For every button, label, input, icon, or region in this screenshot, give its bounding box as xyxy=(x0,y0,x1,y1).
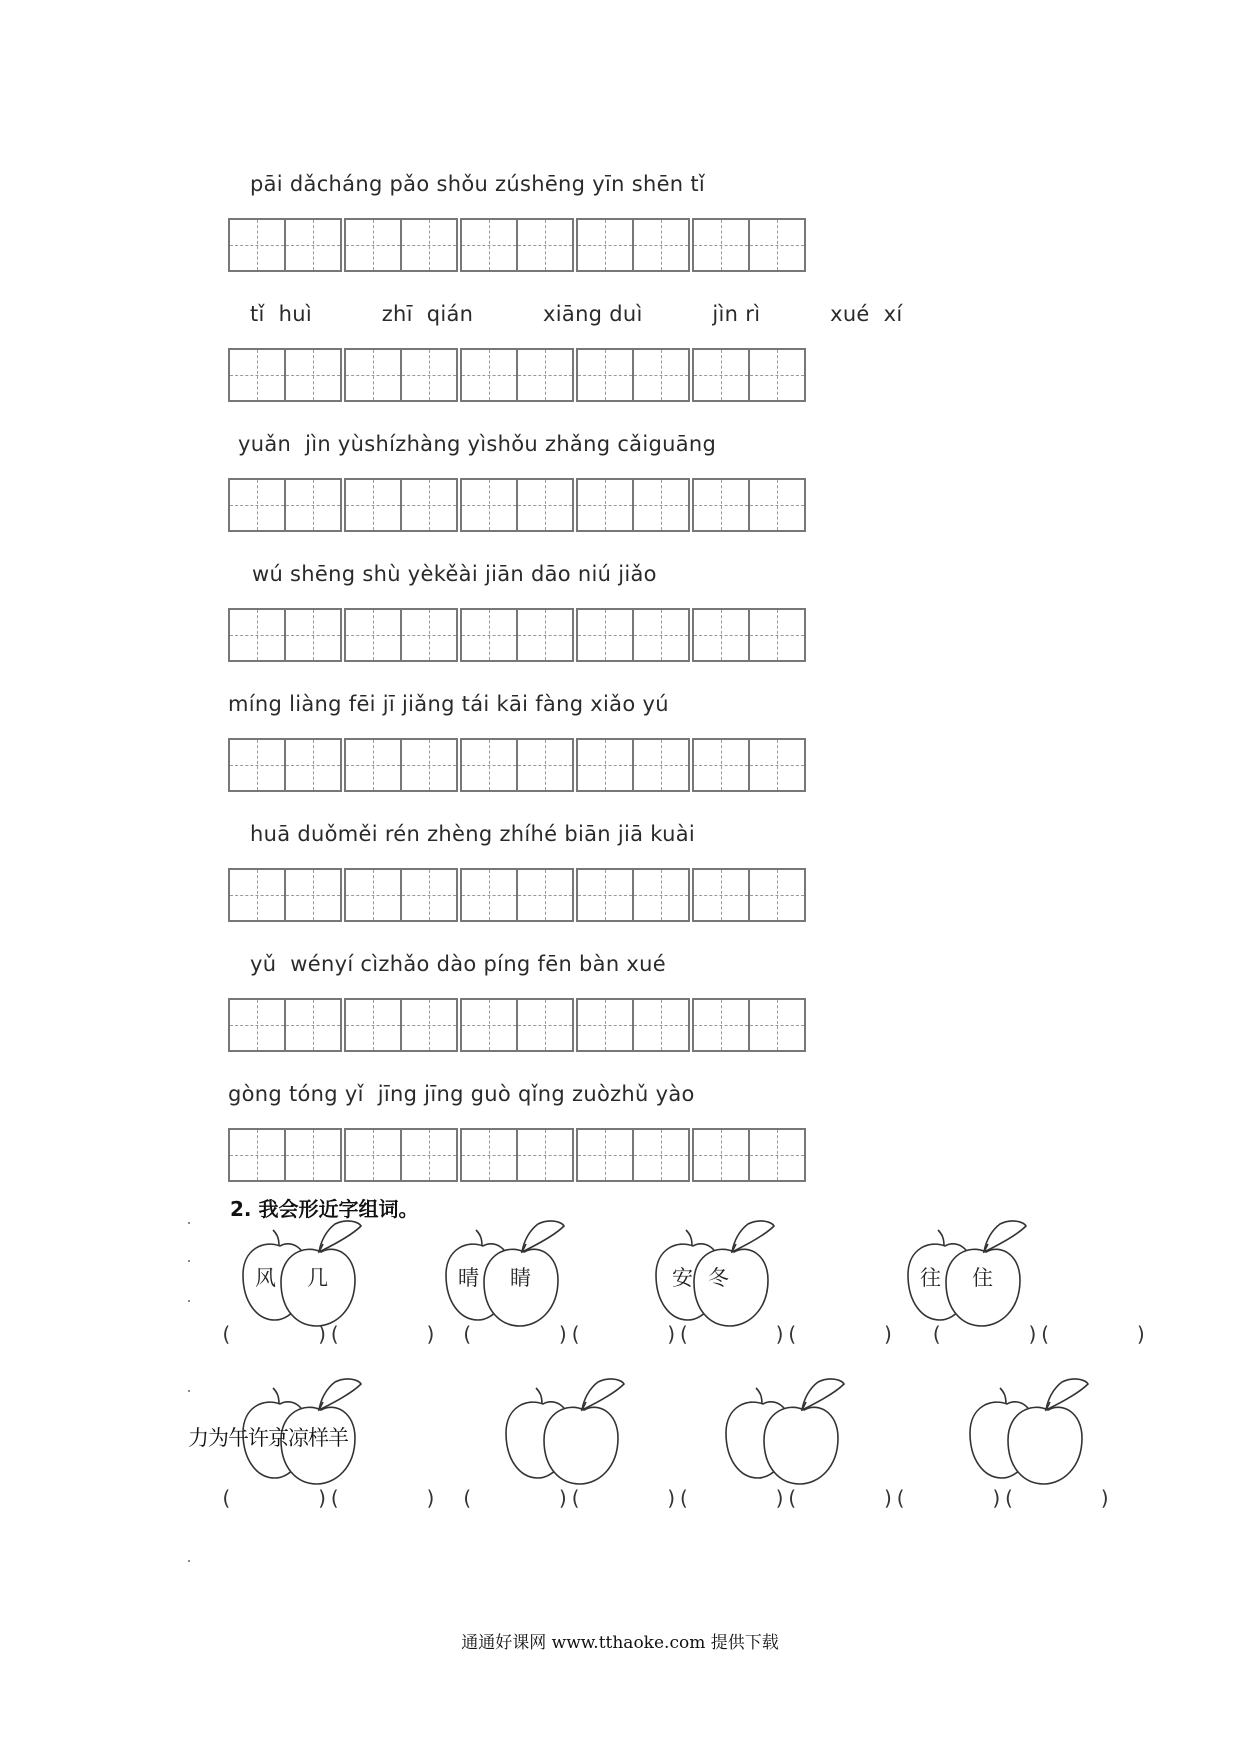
writing-grid-cell[interactable] xyxy=(284,868,342,922)
writing-grid-cell[interactable] xyxy=(460,218,518,272)
pinyin-row-5: míng liàng fēi jī jiǎng tái kāi fàng xiǎo yú xyxy=(228,692,669,716)
apple-char-right: 睛 xyxy=(510,1266,531,1290)
writing-grid-word-box[interactable] xyxy=(576,608,688,664)
writing-grid-cell[interactable] xyxy=(748,478,806,532)
writing-grid-cell[interactable] xyxy=(748,348,806,402)
writing-grid-cell[interactable] xyxy=(284,478,342,532)
writing-grid-cell[interactable] xyxy=(344,348,402,402)
writing-grid-cell[interactable] xyxy=(344,1128,402,1182)
margin-dot xyxy=(188,1300,190,1302)
writing-grid-cell[interactable] xyxy=(284,738,342,792)
writing-grid-word-box[interactable] xyxy=(228,868,340,924)
writing-grid-row xyxy=(228,868,808,924)
writing-grid-word-box[interactable] xyxy=(692,218,804,274)
writing-grid-row xyxy=(228,1128,808,1184)
writing-grid-cell[interactable] xyxy=(344,868,402,922)
writing-grid-word-box[interactable] xyxy=(692,738,804,794)
writing-grid-word-box[interactable] xyxy=(576,738,688,794)
writing-grid-word-box[interactable] xyxy=(692,348,804,404)
apple-pair-7 xyxy=(718,1378,848,1488)
writing-grid-cell[interactable] xyxy=(344,998,402,1052)
writing-grid-word-box[interactable] xyxy=(344,608,456,664)
writing-grid-cell[interactable] xyxy=(284,218,342,272)
writing-grid-row xyxy=(228,348,808,404)
pinyin-row-3: yuǎn jìn yùshízhàng yìshǒu zhǎng cǎiguāng xyxy=(238,432,717,456)
writing-grid-cell[interactable] xyxy=(692,478,750,532)
writing-grid-cell[interactable] xyxy=(460,1128,518,1182)
margin-dot xyxy=(188,1260,190,1262)
writing-grid-cell[interactable] xyxy=(692,1128,750,1182)
writing-grid-row xyxy=(228,738,808,794)
margin-dot xyxy=(188,1222,190,1224)
writing-grid-word-box[interactable] xyxy=(344,348,456,404)
apple-char-right: 住 xyxy=(972,1266,993,1290)
writing-grid-word-box[interactable] xyxy=(576,218,688,274)
writing-grid-row xyxy=(228,998,808,1054)
writing-grid-cell[interactable] xyxy=(748,738,806,792)
writing-grid-cell[interactable] xyxy=(516,218,574,272)
writing-grid-word-box[interactable] xyxy=(692,998,804,1054)
pinyin-row-8: gòng tóng yǐ jīng jīng guò qǐng zuòzhǔ yào xyxy=(228,1082,695,1106)
word-bank-characters: 力为午许京凉样羊 xyxy=(188,1426,348,1450)
writing-grid-word-box[interactable] xyxy=(460,348,572,404)
writing-grid-cell[interactable] xyxy=(692,608,750,662)
writing-grid-word-box[interactable] xyxy=(344,478,456,534)
apple-pair-1 xyxy=(235,1220,365,1330)
writing-grid-word-box[interactable] xyxy=(460,608,572,664)
writing-grid-cell[interactable] xyxy=(400,1128,458,1182)
writing-grid-cell[interactable] xyxy=(228,478,286,532)
writing-grid-word-box[interactable] xyxy=(344,998,456,1054)
writing-grid-word-box[interactable] xyxy=(460,998,572,1054)
writing-grid-cell[interactable] xyxy=(576,868,634,922)
writing-grid-cell[interactable] xyxy=(284,998,342,1052)
writing-grid-cell[interactable] xyxy=(576,608,634,662)
apple-pair-6 xyxy=(498,1378,628,1488)
writing-grid-cell[interactable] xyxy=(228,608,286,662)
writing-grid-cell[interactable] xyxy=(632,1128,690,1182)
writing-grid-cell[interactable] xyxy=(460,478,518,532)
pinyin-row-7: yǔ wényí cìzhǎo dào píng fēn bàn xué xyxy=(250,952,666,976)
writing-grid-cell[interactable] xyxy=(692,218,750,272)
apple-char-left: 风 xyxy=(255,1266,276,1290)
writing-grid-word-box[interactable] xyxy=(692,1128,804,1184)
writing-grid-word-box[interactable] xyxy=(576,1128,688,1184)
writing-grid-cell[interactable] xyxy=(228,738,286,792)
answer-parens-row-1[interactable]: ( )( ) ( )( )( )( ) ( )( ) xyxy=(220,1322,1148,1346)
writing-grid-cell[interactable] xyxy=(460,738,518,792)
apple-char-right: 冬 xyxy=(708,1266,729,1290)
apple-pair-8 xyxy=(962,1378,1092,1488)
writing-grid-cell[interactable] xyxy=(748,218,806,272)
writing-grid-cell[interactable] xyxy=(632,868,690,922)
writing-grid-cell[interactable] xyxy=(344,218,402,272)
writing-grid-cell[interactable] xyxy=(228,218,286,272)
margin-dot xyxy=(188,1560,190,1562)
writing-grid-cell[interactable] xyxy=(516,1128,574,1182)
writing-grid-cell[interactable] xyxy=(748,998,806,1052)
writing-grid-row xyxy=(228,478,808,534)
writing-grid-cell[interactable] xyxy=(692,348,750,402)
writing-grid-cell[interactable] xyxy=(632,478,690,532)
writing-grid-cell[interactable] xyxy=(228,1128,286,1182)
apple-char-left: 往 xyxy=(920,1266,941,1290)
writing-grid-word-box[interactable] xyxy=(344,738,456,794)
writing-grid-word-box[interactable] xyxy=(228,218,340,274)
writing-grid-word-box[interactable] xyxy=(692,608,804,664)
writing-grid-cell[interactable] xyxy=(576,478,634,532)
writing-grid-cell[interactable] xyxy=(400,608,458,662)
writing-grid-cell[interactable] xyxy=(460,868,518,922)
writing-grid-word-box[interactable] xyxy=(460,218,572,274)
writing-grid-cell[interactable] xyxy=(748,1128,806,1182)
writing-grid-cell[interactable] xyxy=(576,998,634,1052)
writing-grid-cell[interactable] xyxy=(692,868,750,922)
writing-grid-cell[interactable] xyxy=(228,998,286,1052)
writing-grid-cell[interactable] xyxy=(284,348,342,402)
answer-parens-row-2[interactable]: ( )( ) ( )( )( )( )( )( ) xyxy=(220,1486,1112,1510)
writing-grid-row xyxy=(228,608,808,664)
writing-grid-cell[interactable] xyxy=(576,218,634,272)
apple-pair-4 xyxy=(900,1220,1030,1330)
apple-icon xyxy=(962,1378,1092,1488)
writing-grid-word-box[interactable] xyxy=(576,348,688,404)
apple-icon xyxy=(718,1378,848,1488)
apple-char-left: 安 xyxy=(672,1266,693,1290)
writing-grid-cell[interactable] xyxy=(400,738,458,792)
writing-grid-cell[interactable] xyxy=(460,348,518,402)
writing-grid-cell[interactable] xyxy=(344,738,402,792)
apple-pair-3 xyxy=(648,1220,778,1330)
writing-grid-cell[interactable] xyxy=(516,348,574,402)
margin-dot xyxy=(188,1390,190,1392)
writing-grid-word-box[interactable] xyxy=(228,738,340,794)
writing-grid-cell[interactable] xyxy=(516,478,574,532)
writing-grid-cell[interactable] xyxy=(632,998,690,1052)
writing-grid-cell[interactable] xyxy=(344,478,402,532)
writing-grid-word-box[interactable] xyxy=(576,998,688,1054)
apple-icon xyxy=(498,1378,628,1488)
writing-grid-word-box[interactable] xyxy=(228,478,340,534)
writing-grid-cell[interactable] xyxy=(344,608,402,662)
writing-grid-row xyxy=(228,218,808,274)
section-2-title: 2. 我会形近字组词。 xyxy=(230,1197,419,1221)
writing-grid-cell[interactable] xyxy=(400,998,458,1052)
writing-grid-cell[interactable] xyxy=(516,738,574,792)
writing-grid-word-box[interactable] xyxy=(228,608,340,664)
writing-grid-cell[interactable] xyxy=(400,478,458,532)
writing-grid-cell[interactable] xyxy=(516,998,574,1052)
writing-grid-cell[interactable] xyxy=(284,1128,342,1182)
writing-grid-cell[interactable] xyxy=(516,868,574,922)
writing-grid-cell[interactable] xyxy=(400,218,458,272)
writing-grid-word-box[interactable] xyxy=(460,478,572,534)
apple-pair-2 xyxy=(438,1220,568,1330)
writing-grid-cell[interactable] xyxy=(632,218,690,272)
writing-grid-cell[interactable] xyxy=(632,738,690,792)
writing-grid-cell[interactable] xyxy=(400,348,458,402)
writing-grid-word-box[interactable] xyxy=(228,998,340,1054)
writing-grid-word-box[interactable] xyxy=(344,868,456,924)
writing-grid-cell[interactable] xyxy=(460,608,518,662)
footer-source: 通通好课网 www.tthaoke.com 提供下载 xyxy=(461,1633,779,1653)
writing-grid-word-box[interactable] xyxy=(576,478,688,534)
writing-grid-word-box[interactable] xyxy=(692,868,804,924)
writing-grid-cell[interactable] xyxy=(576,1128,634,1182)
writing-grid-cell[interactable] xyxy=(576,348,634,402)
writing-grid-word-box[interactable] xyxy=(228,1128,340,1184)
writing-grid-word-box[interactable] xyxy=(460,868,572,924)
writing-grid-cell[interactable] xyxy=(632,608,690,662)
apple-char-right: 几 xyxy=(307,1266,328,1290)
pinyin-row-1: pāi dǎcháng pǎo shǒu zúshēng yīn shēn tǐ xyxy=(250,172,706,196)
writing-grid-cell[interactable] xyxy=(692,738,750,792)
writing-grid-cell[interactable] xyxy=(576,738,634,792)
writing-grid-word-box[interactable] xyxy=(228,348,340,404)
writing-grid-word-box[interactable] xyxy=(692,478,804,534)
writing-grid-cell[interactable] xyxy=(400,868,458,922)
pinyin-row-4: wú shēng shù yèkěài jiān dāo niú jiǎo xyxy=(252,562,657,586)
writing-grid-cell[interactable] xyxy=(692,998,750,1052)
writing-grid-cell[interactable] xyxy=(228,868,286,922)
apple-char-left: 晴 xyxy=(458,1266,479,1290)
writing-grid-word-box[interactable] xyxy=(576,868,688,924)
writing-grid-word-box[interactable] xyxy=(344,1128,456,1184)
pinyin-row-2: tǐ huì zhī qián xiāng duì jìn rì xué xí xyxy=(250,302,903,326)
pinyin-row-6: huā duǒměi rén zhèng zhíhé biān jiā kuài xyxy=(250,822,696,846)
writing-grid-cell[interactable] xyxy=(748,608,806,662)
writing-grid-cell[interactable] xyxy=(516,608,574,662)
writing-grid-cell[interactable] xyxy=(748,868,806,922)
writing-grid-word-box[interactable] xyxy=(460,1128,572,1184)
writing-grid-word-box[interactable] xyxy=(460,738,572,794)
writing-grid-word-box[interactable] xyxy=(344,218,456,274)
writing-grid-cell[interactable] xyxy=(228,348,286,402)
writing-grid-cell[interactable] xyxy=(632,348,690,402)
writing-grid-cell[interactable] xyxy=(284,608,342,662)
writing-grid-cell[interactable] xyxy=(460,998,518,1052)
